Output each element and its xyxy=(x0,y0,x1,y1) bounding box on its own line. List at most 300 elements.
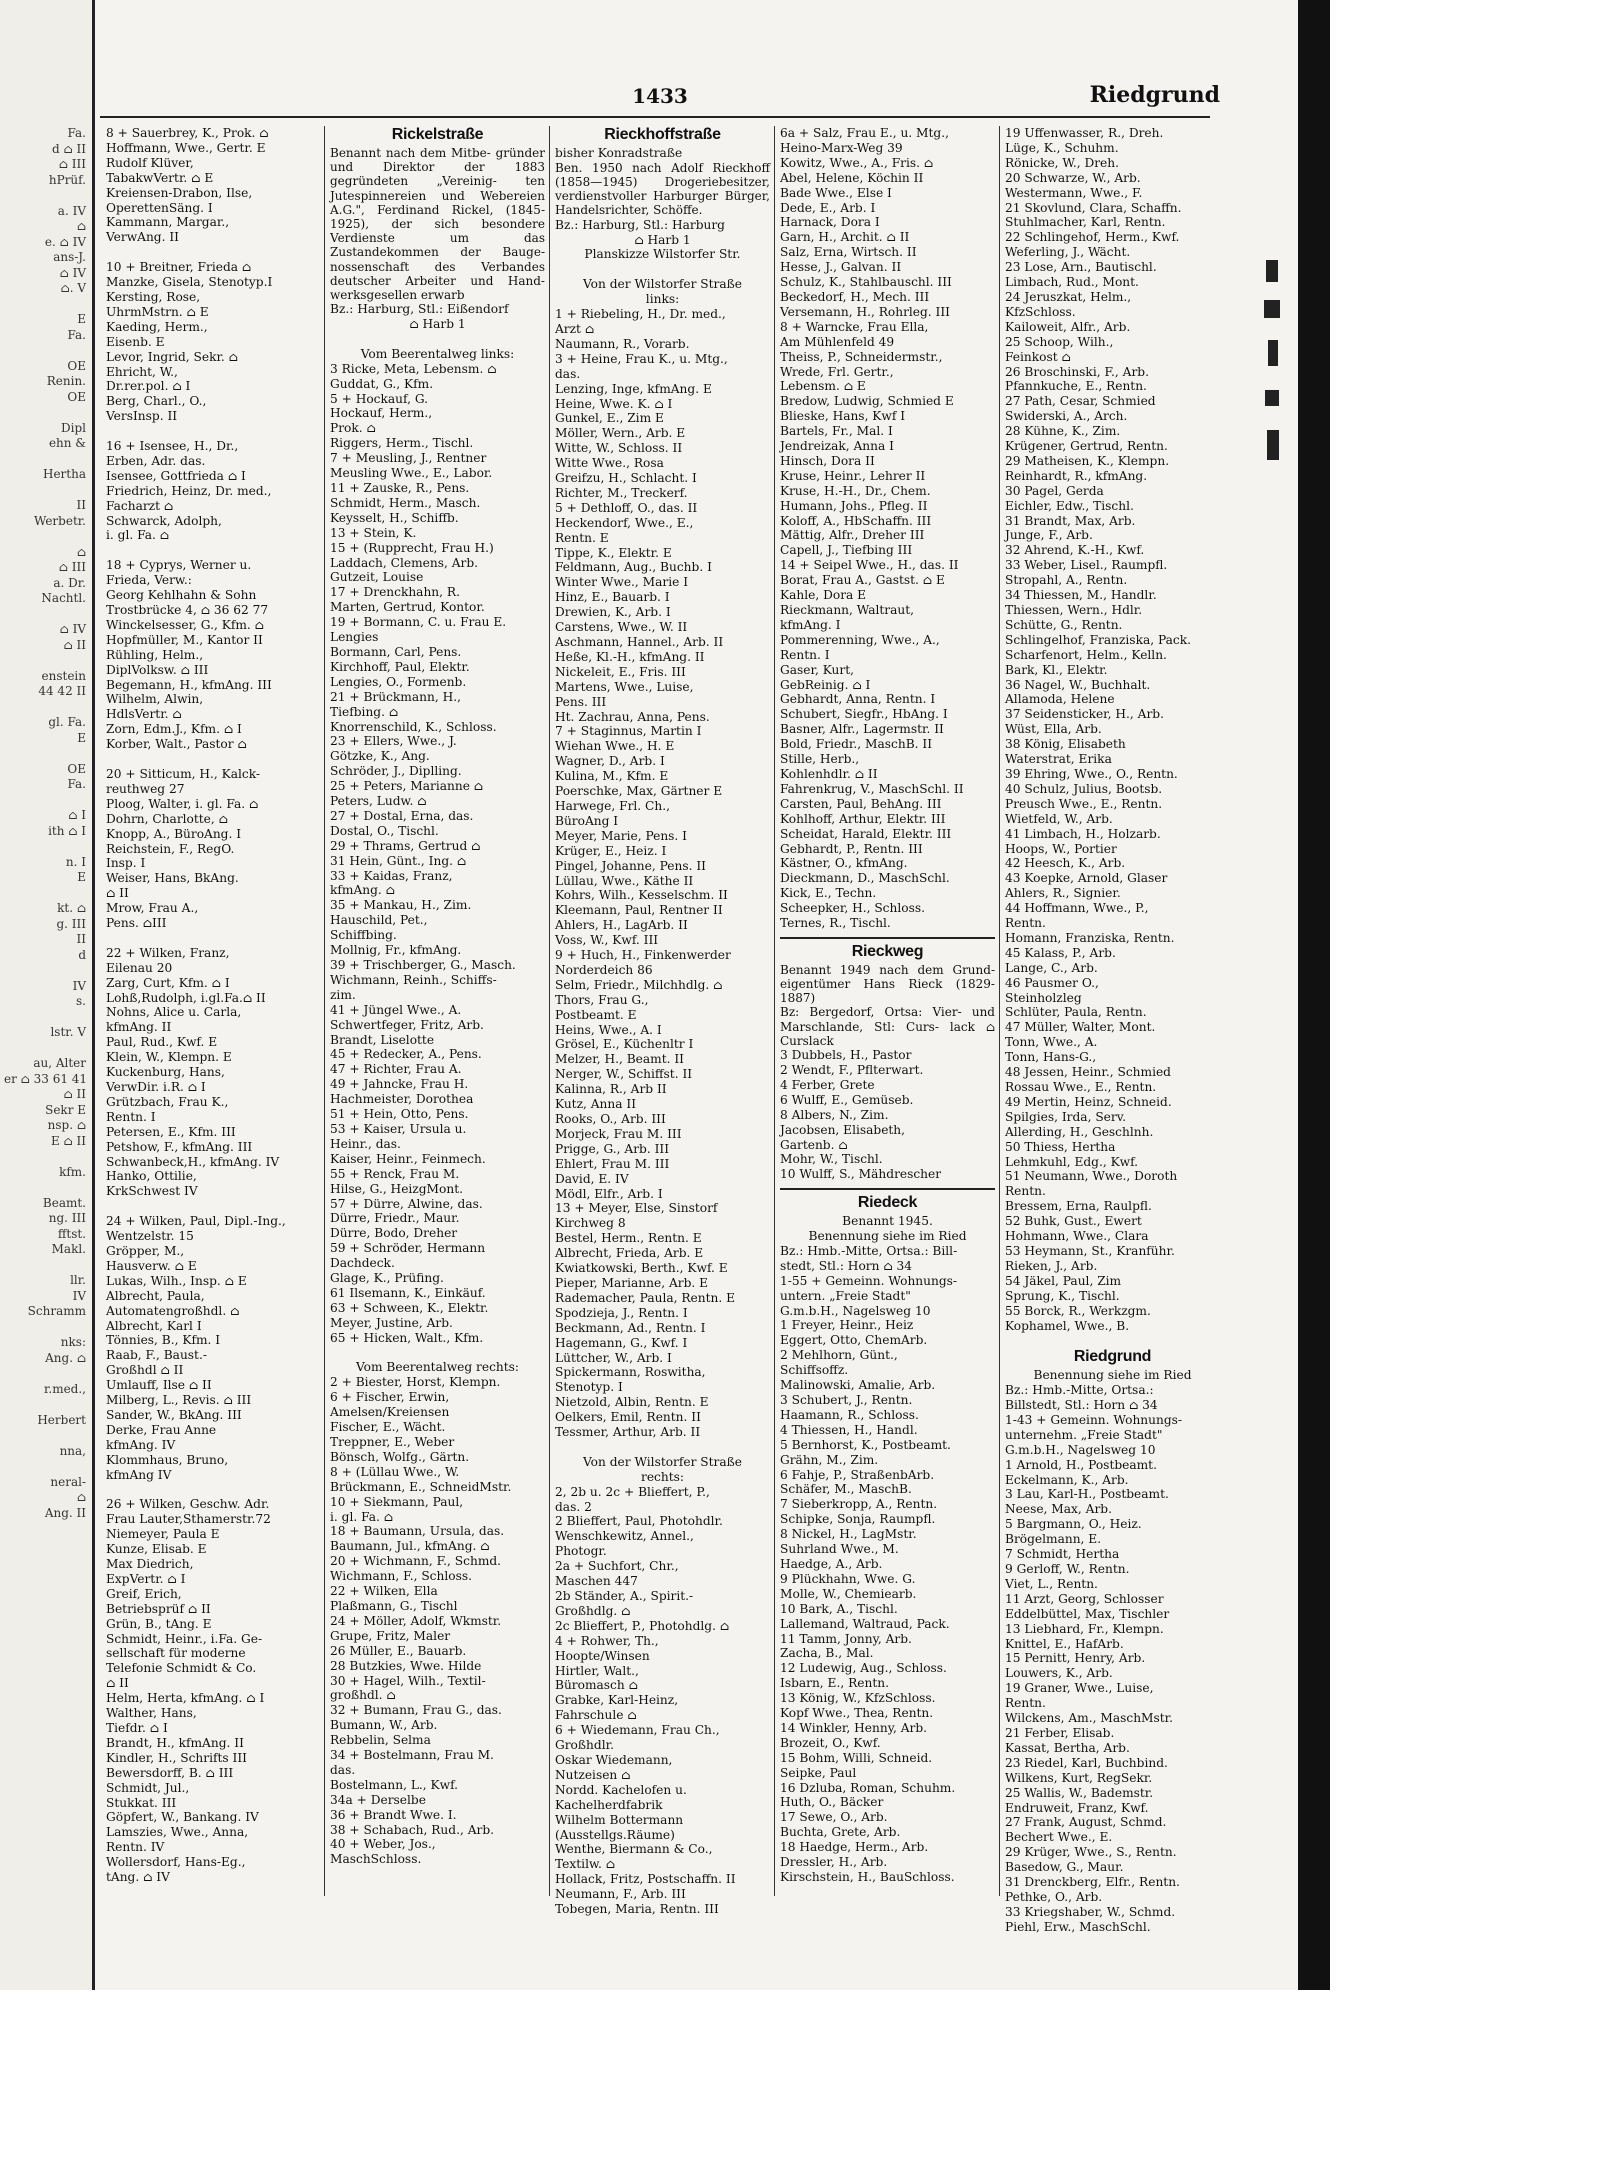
margin-fragment: Makl. xyxy=(51,1242,86,1256)
directory-entry: Dürre, Friedr., Maur. xyxy=(330,1211,460,1226)
directory-entry: Greif, Erich, xyxy=(106,1586,182,1601)
directory-entry: 57 + Dürre, Alwine, das. xyxy=(330,1196,483,1211)
directory-entry: 41 + Jüngel Wwe., A. xyxy=(330,1002,462,1017)
directory-entry: Reichstein, F., RegO. xyxy=(106,841,235,856)
directory-entry: 2b Ständer, A., Spirit.- xyxy=(555,1589,694,1603)
directory-entry: 21 Ferber, Elisab. xyxy=(1005,1725,1115,1740)
directory-entry: Textilw. ⌂ xyxy=(555,1857,616,1872)
directory-entry xyxy=(330,1346,545,1361)
directory-entry: KrkSchwest IV xyxy=(106,1184,198,1199)
directory-entry: Hinsch, Dora II xyxy=(780,453,875,468)
directory-entry: Lebensm. ⌂ E xyxy=(780,379,866,394)
section-rule xyxy=(780,937,995,939)
directory-entry: Piehl, Erw., MaschSchl. xyxy=(1005,1919,1151,1934)
directory-entry: Grupe, Fritz, Maler xyxy=(330,1628,451,1643)
directory-entry: Photogr. xyxy=(555,1544,607,1559)
directory-entry: MaschSchloss. xyxy=(330,1852,422,1867)
directory-entry: Kopf Wwe., Thea, Rentn. xyxy=(780,1706,934,1721)
directory-entry: Wüst, Ella, Arb. xyxy=(1005,722,1102,737)
directory-entry: 16 + Isensee, H., Dr., xyxy=(106,439,239,454)
directory-entry: OperettenSäng. I xyxy=(106,200,213,215)
margin-fragment: ng. III xyxy=(48,1211,86,1225)
directory-entry: Neese, Max, Arb. xyxy=(1005,1502,1112,1517)
directory-entry: Lange, C., Arb. xyxy=(1005,960,1098,975)
directory-entry: Grabke, Karl-Heinz, xyxy=(555,1693,679,1708)
directory-entry: Steinholzleg xyxy=(1005,990,1082,1005)
directory-entry: Bold, Friedr., MaschB. II xyxy=(780,737,933,752)
directory-entry: 27 Frank, August, Schmd. xyxy=(1005,1815,1167,1830)
directory-entry: Naumann, R., Vorarb. xyxy=(555,336,690,351)
directory-entry: Voss, W., Kwf. III xyxy=(555,933,659,948)
margin-fragment xyxy=(4,1010,86,1026)
directory-entry: ExpVertr. ⌂ I xyxy=(106,1571,186,1586)
directory-entry: 22 Schlingehof, Herm., Kwf. xyxy=(1005,230,1180,245)
directory-entry: Heine, Wwe. K. ⌂ I xyxy=(555,396,673,411)
directory-entry: DiplVolksw. ⌂ III xyxy=(106,662,209,677)
directory-entry: Möller, Wern., Arb. E xyxy=(555,426,686,441)
directory-entry: Telefonie Schmidt & Co. xyxy=(106,1661,257,1676)
directory-entry: Kreiensen-Drabon, Ilse, xyxy=(106,185,253,200)
directory-entry: 55 Borck, R., Werkzgm. xyxy=(1005,1303,1151,1318)
directory-entry: Dressler, H., Arb. xyxy=(780,1855,888,1870)
directory-entry: Allamoda, Helene xyxy=(1005,692,1115,707)
section-caption: Vom Beerentalweg links: xyxy=(360,346,515,361)
margin-fragment: ans-J. xyxy=(53,250,86,264)
directory-entry: 27 + Dostal, Erna, das. xyxy=(330,808,474,823)
facing-page-fragment xyxy=(4,126,86,1906)
margin-fragment xyxy=(4,1366,86,1382)
directory-entry: Schäfer, M., MaschB. xyxy=(780,1482,912,1497)
directory-entry: 54 Jäkel, Paul, Zim xyxy=(1005,1273,1122,1288)
directory-entry: Richter, M., Treckerf. xyxy=(555,485,688,500)
margin-fragment: ⌂ III xyxy=(58,560,86,574)
directory-entry: Wiehan Wwe., H. E xyxy=(555,739,675,754)
directory-entry: Kutz, Anna II xyxy=(555,1097,637,1112)
margin-fragment: Sekr E xyxy=(45,1102,86,1117)
directory-entry: Schlüter, Paula, Rentn. xyxy=(1005,1005,1147,1020)
margin-fragment: ⌂ IV xyxy=(59,265,86,280)
directory-entry: 1 + Riebeling, H., Dr. med., xyxy=(555,307,726,322)
directory-entry: Stille, Herb., xyxy=(780,752,860,767)
directory-entry: Georg Kehlhahn & Sohn xyxy=(106,588,257,603)
directory-entry: Bechert Wwe., E. xyxy=(1005,1830,1113,1845)
directory-entry: Brandt, Liselotte xyxy=(330,1032,435,1047)
directory-entry: 31 Drenckberg, Elfr., Rentn. xyxy=(1005,1875,1180,1890)
directory-entry: 2 Wendt, F., Pflterwart. xyxy=(780,1062,924,1077)
directory-entry: Dede, E., Arb. I xyxy=(780,200,876,215)
directory-entry: kfmAng IV xyxy=(106,1467,172,1482)
directory-entry: Rudolf Klüver, xyxy=(106,155,194,170)
directory-entry: 39 Ehring, Wwe., O., Rentn. xyxy=(1005,766,1178,781)
directory-entry: 7 + Staginnus, Martin I xyxy=(555,724,702,739)
directory-entry: Mrow, Frau A., xyxy=(106,901,199,916)
directory-entry: Hausverw. ⌂ E xyxy=(106,1258,197,1273)
directory-entry: Tiefbing. ⌂ xyxy=(330,704,399,719)
directory-entry: Gebhardt, Anna, Rentn. I xyxy=(780,692,936,707)
directory-entry: 34 Thiessen, M., Handlr. xyxy=(1005,588,1157,603)
directory-entry: Weferling, J., Wächt. xyxy=(1005,245,1131,260)
directory-entry: 17 Sewe, O., Arb. xyxy=(780,1810,888,1825)
directory-entry: Kaiser, Heinr., Feinmech. xyxy=(330,1151,486,1166)
directory-entry: Rühling, Helm., xyxy=(106,647,204,662)
margin-fragment: Schramm xyxy=(27,1304,86,1318)
directory-entry: Postbeamt. E xyxy=(555,1007,637,1022)
directory-entry: 46 Pausmer O., xyxy=(1005,975,1099,990)
street-note: Benannt 1949 nach dem Grund- eigentümer Hans Rieck (1829-1887) xyxy=(780,962,995,1006)
directory-entry: Rebbelin, Selma xyxy=(330,1733,431,1748)
directory-entry: Spilgies, Irda, Serv. xyxy=(1005,1109,1127,1124)
margin-fragment: neral- xyxy=(50,1474,86,1489)
directory-entry: KfzSchloss. xyxy=(1005,304,1076,319)
directory-entry: Korber, Walt., Pastor ⌂ xyxy=(106,737,247,752)
directory-entry: Sprung, K., Tischl. xyxy=(1005,1288,1120,1303)
directory-entry: Lukas, Wilh., Insp. ⌂ E xyxy=(106,1273,247,1288)
directory-entry: Oskar Wiedemann, xyxy=(555,1752,673,1767)
directory-entry: Rieken, J., Arb. xyxy=(1005,1258,1098,1273)
directory-entry: Pieper, Marianne, Arb. E xyxy=(555,1275,709,1290)
directory-entry: Kunze, Elisab. E xyxy=(106,1542,207,1557)
directory-entry: 10 Bark, A., Tischl. xyxy=(780,1601,898,1616)
directory-entry: Selm, Friedr., Milchhdlg. ⌂ xyxy=(555,977,723,992)
directory-entry: 23 Lose, Arn., Bautischl. xyxy=(1005,260,1157,275)
column-divider xyxy=(549,126,550,1896)
section-caption: Benannt 1945. xyxy=(842,1214,933,1229)
directory-entry xyxy=(106,245,321,260)
directory-entry: Fischer, E., Wächt. xyxy=(330,1420,446,1435)
section-caption: ⌂ Harb 1 xyxy=(634,232,691,247)
directory-entry: HdlsVertr. ⌂ xyxy=(106,707,182,722)
directory-entry: Ternes, R., Tischl. xyxy=(780,916,891,931)
directory-entry: Bredow, Ludwig, Schmied E xyxy=(780,394,954,409)
directory-entry: Walther, Hans, xyxy=(106,1706,197,1721)
directory-entry: Glage, K., Prüfing. xyxy=(330,1271,444,1286)
directory-entry: 31 Hein, Günt., Ing. ⌂ xyxy=(330,853,467,868)
directory-entry: Prigge, G., Arb. III xyxy=(555,1141,670,1156)
directory-entry: Feldmann, Aug., Buchb. I xyxy=(555,560,712,575)
directory-entry: 3 + Heine, Frau K., u. Mtg., xyxy=(555,351,728,366)
directory-entry: Bestel, Herm., Rentn. E xyxy=(555,1231,702,1246)
margin-fragment: Ang. II xyxy=(44,1505,86,1520)
directory-entry: Stuhlmacher, Karl, Rentn. xyxy=(1005,215,1166,230)
directory-entry xyxy=(106,1199,321,1214)
directory-entry: 36 Nagel, W., Buchhalt. xyxy=(1005,677,1151,692)
directory-entry: Gartenb. ⌂ xyxy=(780,1137,848,1152)
directory-entry: 20 + Sitticum, H., Kalck- xyxy=(106,766,261,781)
directory-entry: 26 Müller, E., Bauarb. xyxy=(330,1643,467,1658)
directory-entry: Stenotyp. I xyxy=(555,1380,623,1395)
directory-entry: Rentn. xyxy=(1005,916,1046,931)
directory-entry: 18 + Cyprys, Werner u. xyxy=(106,558,252,573)
directory-entry: Spickermann, Roswitha, xyxy=(555,1365,706,1380)
directory-entry: Berg, Charl., O., xyxy=(106,394,207,409)
directory-entry: Kophamel, Wwe., B. xyxy=(1005,1318,1130,1333)
directory-entry: großhdl. ⌂ xyxy=(330,1688,396,1703)
directory-entry: Hirtler, Walt., xyxy=(555,1663,639,1678)
directory-entry: 51 Neumann, Wwe., Doroth xyxy=(1005,1169,1178,1184)
margin-fragment: g. III xyxy=(56,916,86,931)
directory-entry: Großhdl ⌂ II xyxy=(106,1363,184,1378)
margin-fragment: 44 42 II xyxy=(38,684,86,698)
directory-entry: Molle, W., Chemiearb. xyxy=(780,1586,917,1601)
margin-fragment: Beamt. xyxy=(42,1195,86,1210)
margin-fragment: II xyxy=(76,932,86,946)
margin-fragment: ⌂ I xyxy=(68,808,86,822)
directory-entry: 6 Wulff, E., Gemüseb. xyxy=(780,1092,914,1107)
directory-entry: zim. xyxy=(330,987,356,1002)
directory-entry: Isbarn, E., Rentn. xyxy=(780,1676,889,1691)
directory-entry: sellschaft für moderne xyxy=(106,1646,246,1661)
directory-entry: 15 Bohm, Willi, Schneid. xyxy=(780,1750,933,1765)
directory-entry: Bz.: Harburg, Stl.: Eißendorf xyxy=(330,302,509,317)
margin-fragment: llr. xyxy=(70,1273,86,1287)
directory-entry: Klein, W., Klempn. E xyxy=(106,1050,232,1065)
directory-entry: Thiessen, Wern., Hdlr. xyxy=(1005,603,1143,617)
directory-entry: Morjeck, Frau M. III xyxy=(555,1126,682,1141)
directory-entry: Großhdlr. xyxy=(555,1738,614,1753)
directory-entry: i. gl. Fa. ⌂ xyxy=(330,1509,394,1524)
directory-entry: Petersen, E., Kfm. III xyxy=(106,1124,236,1139)
directory-entry: Pommerenning, Wwe., A., xyxy=(780,632,940,647)
directory-entry: Abel, Helene, Köchin II xyxy=(780,170,924,185)
directory-entry: Jacobsen, Elisabeth, xyxy=(780,1122,906,1137)
section-caption: Von der Wilstorfer Straße xyxy=(583,277,742,292)
margin-fragment: lstr. V xyxy=(50,1025,86,1039)
directory-entry: Wichmann, F., Schloss. xyxy=(330,1569,472,1584)
margin-fragment: II xyxy=(76,498,86,512)
margin-fragment xyxy=(4,1397,86,1413)
directory-entry: Wenschkewitz, Annel., xyxy=(555,1529,694,1544)
directory-entry: Schubert, Siegfr., HbAng. I xyxy=(780,707,948,722)
directory-entry: 35 + Mankau, H., Zim. xyxy=(330,898,472,913)
directory-entry: Albrecht, Paula, xyxy=(106,1288,205,1303)
margin-fragment: ⌂ xyxy=(76,219,86,233)
directory-entry: 3 Lau, Karl-H., Postbeamt. xyxy=(1005,1487,1169,1502)
directory-entry: Hilse, G., HeizgMont. xyxy=(330,1181,463,1196)
directory-entry: Blieske, Hans, Kwf I xyxy=(780,409,906,424)
margin-fragment: er ⌂ 33 61 41 xyxy=(4,1071,88,1086)
directory-entry: 1 Arnold, H., Postbeamt. xyxy=(1005,1457,1157,1472)
margin-fragment: n. I xyxy=(65,854,86,869)
directory-entry: Tonn, Hans-G., xyxy=(1005,1050,1097,1065)
directory-entry: Kassat, Bertha, Arb. xyxy=(1005,1740,1130,1755)
directory-entry: 30 + Hagel, Wilh., Textil- xyxy=(330,1673,486,1688)
directory-entry: Winter Wwe., Marie I xyxy=(555,575,689,590)
directory-entry: Norderdeich 86 xyxy=(555,962,653,977)
margin-fragment xyxy=(4,188,86,204)
margin-fragment: Renin. xyxy=(46,374,86,388)
directory-entry: Gunkel, E., Zim E xyxy=(555,411,664,426)
directory-entry: ⌂ II xyxy=(106,886,129,901)
directory-entry: 32 Ahrend, K.-H., Kwf. xyxy=(1005,543,1145,558)
directory-entry: 29 + Thrams, Gertrud ⌂ xyxy=(330,838,481,853)
directory-entry: Heinr., das. xyxy=(330,1136,401,1151)
directory-entry: TabakwVertr. ⌂ E xyxy=(106,170,214,185)
directory-entry: Albrecht, Frieda, Arb. E xyxy=(555,1246,704,1261)
directory-entry: 23 Riedel, Karl, Buchbind. xyxy=(1005,1755,1168,1770)
margin-fragment xyxy=(4,653,86,669)
section-caption: Benennung siehe im Ried xyxy=(808,1229,967,1244)
directory-entry: Grün, B., tAng. E xyxy=(106,1616,212,1631)
directory-entry: Dohrn, Charlotte, ⌂ xyxy=(106,811,228,826)
directory-entry: Begemann, H., kfmAng. III xyxy=(106,677,272,692)
margin-fragment xyxy=(4,1428,86,1444)
street-note: Benannt nach dem Mitbe- gründer und Direktor der 1883 gegründeten „Vereinig- ten Jutespinnereien und Webereien A.G.", Ferdinand Rickel, (1845-1925), der sich besondere Verdienste um das Zustandekommen der Bauge- nossenschaft des Verbandes deutscher Arbeiter und Hand- werksgesellen erwarb xyxy=(330,145,545,302)
directory-entry xyxy=(106,752,321,767)
directory-entry: Bewersdorff, B. ⌂ III xyxy=(106,1765,234,1780)
directory-entry: Eisenb. E xyxy=(106,334,165,349)
directory-entry: Ploog, Walter, i. gl. Fa. ⌂ xyxy=(106,796,259,811)
directory-entry: Limbach, Rud., Mont. xyxy=(1005,275,1139,290)
directory-entry: Wichmann, Reinh., Schiffs- xyxy=(330,972,497,987)
directory-entry: Wentzelstr. 15 xyxy=(106,1229,194,1244)
directory-entry: bisher Konradstraße xyxy=(555,145,683,160)
directory-entry: Grösel, E., Küchenltr I xyxy=(555,1037,694,1052)
directory-entry: 19 Graner, Wwe., Luise, xyxy=(1005,1681,1154,1696)
directory-entry: G.m.b.H., Nagelsweg 10 xyxy=(1005,1442,1156,1457)
directory-entry: kfmAng. I xyxy=(780,617,841,632)
directory-entry: Dürre, Bodo, Dreher xyxy=(330,1226,458,1241)
directory-entry: Baumann, Jul., kfmAng. ⌂ xyxy=(330,1539,490,1554)
directory-entry: Gaser, Kurt, xyxy=(780,662,854,677)
directory-entry: Brandt, H., kfmAng. II xyxy=(106,1735,244,1750)
section-caption: links: xyxy=(645,292,680,307)
margin-fragment: E xyxy=(77,870,86,884)
directory-entry: Trostbrücke 4, ⌂ 36 62 77 xyxy=(106,603,269,617)
directory-entry: Bz.: Hmb.-Mitte, Ortsa.: xyxy=(1005,1383,1154,1398)
directory-entry: Schwanbeck,H., kfmAng. IV xyxy=(106,1154,280,1169)
margin-fragment: nna, xyxy=(59,1443,86,1458)
directory-entry: Lenzing, Inge, kfmAng. E xyxy=(555,381,712,396)
directory-entry: Garn, H., Archit. ⌂ II xyxy=(780,230,910,245)
directory-entry: Keysselt, H., Schiffb. xyxy=(330,510,459,525)
directory-entry: Ahlers, H., LagArb. II xyxy=(555,918,688,933)
directory-entry: 52 Buhk, Gust., Ewert xyxy=(1005,1214,1142,1229)
directory-entry: Krüger, E., Heiz. I xyxy=(555,843,667,858)
margin-fragment xyxy=(4,297,86,313)
directory-entry: Isensee, Gottfrieda ⌂ I xyxy=(106,468,246,483)
directory-entry: 27 Path, Cesar, Schmied xyxy=(1005,394,1156,409)
directory-entry: VerwDir. i.R. ⌂ I xyxy=(106,1080,206,1094)
directory-entry: Tönnies, B., Kfm. I xyxy=(106,1333,221,1348)
directory-entry: Friedrich, Heinz, Dr. med., xyxy=(106,483,272,498)
directory-entry: Brozeit, O., Kwf. xyxy=(780,1735,881,1750)
directory-entry: Gutzeit, Louise xyxy=(330,570,424,585)
directory-entry: Götzke, K., Ang. xyxy=(330,749,430,764)
directory-entry: Scharfenort, Helm., Kelln. xyxy=(1005,647,1167,662)
margin-fragment: OE xyxy=(67,358,86,373)
directory-entry: Theiss, P., Schneidermstr., xyxy=(780,349,943,364)
directory-entry: Bz.: Harburg, Stl.: Harburg xyxy=(555,217,725,232)
directory-entry: Neumann, F., Arb. III xyxy=(555,1887,686,1902)
directory-entry: Pingel, Johanne, Pens. II xyxy=(555,858,706,873)
directory-entry: 43 Koepke, Arnold, Glaser xyxy=(1005,871,1168,886)
directory-entry: 30 Pagel, Gerda xyxy=(1005,483,1104,498)
directory-entry: Rademacher, Paula, Rentn. E xyxy=(555,1290,735,1305)
section-rule xyxy=(780,1188,995,1190)
directory-entry: Kailoweit, Alfr., Arb. xyxy=(1005,319,1131,334)
directory-entry: Beckmann, Ad., Rentn. I xyxy=(555,1320,706,1335)
directory-entry: Eilenau 20 xyxy=(106,960,173,975)
directory-entry: Krügener, Gertrud, Rentn. xyxy=(1005,439,1168,454)
margin-fragment: gl. Fa. xyxy=(48,715,86,729)
margin-fragment xyxy=(4,343,86,359)
section-caption: Benennung siehe im Ried xyxy=(1033,1368,1192,1383)
directory-entry: 33 Weber, Lisel., Raumpfl. xyxy=(1005,558,1168,573)
directory-entry: Tonn, Wwe., A. xyxy=(1005,1035,1098,1050)
margin-fragment xyxy=(4,1320,86,1336)
directory-entry: 5 Bernhorst, K., Postbeamt. xyxy=(780,1437,951,1452)
directory-entry: Ahlers, R., Signier. xyxy=(1005,886,1121,901)
directory-entry: 63 + Schween, K., Elektr. xyxy=(330,1300,489,1315)
directory-entry: 9 Plückhahn, Wwe. G. xyxy=(780,1571,916,1586)
margin-fragment: Fa. xyxy=(67,327,86,342)
directory-entry: Knorrenschild, K., Schloss. xyxy=(330,719,497,734)
directory-entry: 45 + Redecker, A., Pens. xyxy=(330,1047,482,1062)
street-note: Ben. 1950 nach Adolf Rieckhoff (1858—1945) Drogeriebesitzer, verdienstvoller Harburger Bürger, Handelsrichter, Schöffe. xyxy=(555,160,770,218)
directory-entry: 2c Blieffert, P., Photohdlg. ⌂ xyxy=(555,1618,730,1633)
directory-entry: Frieda, Verw.: xyxy=(106,573,192,588)
directory-entry: Dr.rer.pol. ⌂ I xyxy=(106,379,191,394)
directory-entry: 7 Schmidt, Hertha xyxy=(1005,1547,1120,1562)
directory-entry: Kohrs, Wilh., Kesselschm. II xyxy=(555,888,728,903)
section-caption: Vom Beerentalweg rechts: xyxy=(355,1360,520,1375)
directory-entry: 8 Nickel, H., LagMstr. xyxy=(780,1527,917,1542)
directory-entry: Bönsch, Wolfg., Gärtn. xyxy=(330,1449,470,1464)
directory-entry: Drewien, K., Arb. I xyxy=(555,605,671,620)
directory-entry: Eggert, Otto, ChemArb. xyxy=(780,1333,928,1348)
directory-entry: 13 + Stein, K. xyxy=(330,525,417,540)
directory-entry: Schmidt, Herm., Masch. xyxy=(330,495,481,510)
margin-fragment: fftst. xyxy=(57,1226,86,1241)
directory-entry: Petshow, F., kfmAng. III xyxy=(106,1139,253,1154)
directory-entry: Lüttcher, W., Arb. I xyxy=(555,1350,672,1365)
directory-entry: Rentn. I xyxy=(106,1109,156,1124)
directory-entry: tAng. ⌂ IV xyxy=(106,1870,170,1885)
directory-entry: 40 + Weber, Jos., xyxy=(330,1837,436,1852)
directory-entry: 14 + Seipel Wwe., H., das. II xyxy=(780,558,959,573)
directory-entry: Hoopte/Winsen xyxy=(555,1648,650,1663)
directory-entry: 33 Kriegshaber, W., Schmd. xyxy=(1005,1904,1176,1919)
directory-entry: Versemann, H., Rohrleg. III xyxy=(780,304,950,319)
directory-entry: Swiderski, A., Arch. xyxy=(1005,409,1128,424)
directory-entry: Büromasch ⌂ xyxy=(555,1678,638,1693)
directory-entry: Poerschke, Max, Gärtner E xyxy=(555,784,723,799)
directory-entry: Schröder, J., Diplling. xyxy=(330,764,462,779)
margin-fragment xyxy=(4,793,86,809)
directory-entry: Wilhelm, Alwin, xyxy=(106,692,204,707)
directory-entry: Scheepker, H., Schloss. xyxy=(780,901,925,916)
directory-entry: 25 Schoop, Wilh., xyxy=(1005,334,1114,349)
section-caption: Von der Wilstorfer Straße xyxy=(583,1454,742,1469)
running-head: Riedgrund xyxy=(1089,82,1220,108)
directory-entry: Riggers, Herm., Tischl. xyxy=(330,436,474,451)
margin-fragment: ith ⌂ I xyxy=(48,823,86,838)
directory-entry: Knittel, E., HafArb. xyxy=(1005,1636,1124,1651)
directory-entry: Hoops, W., Portier xyxy=(1005,841,1117,856)
directory-entry: 1-55 + Gemeinn. Wohnungs- xyxy=(780,1273,958,1288)
street-heading: Riedeck xyxy=(857,1194,918,1212)
directory-entry: Manzke, Gisela, Stenotyp.I xyxy=(106,275,273,290)
directory-entry: Mödl, Elfr., Arb. I xyxy=(555,1186,663,1201)
directory-entry: Lehmkuhl, Edg., Kwf. xyxy=(1005,1154,1139,1169)
directory-entry: Nohns, Alice u. Carla, xyxy=(106,1005,242,1020)
directory-entry: Kindler, H., Schrifts III xyxy=(106,1750,247,1765)
margin-fragment: ⌂ III xyxy=(58,157,86,171)
directory-entry: 24 Jeruszkat, Helm., xyxy=(1005,289,1132,304)
directory-entry: Kahle, Dora E xyxy=(780,588,867,603)
directory-entry: Feinkost ⌂ xyxy=(1005,349,1071,364)
margin-fragment: nks: xyxy=(60,1335,86,1349)
